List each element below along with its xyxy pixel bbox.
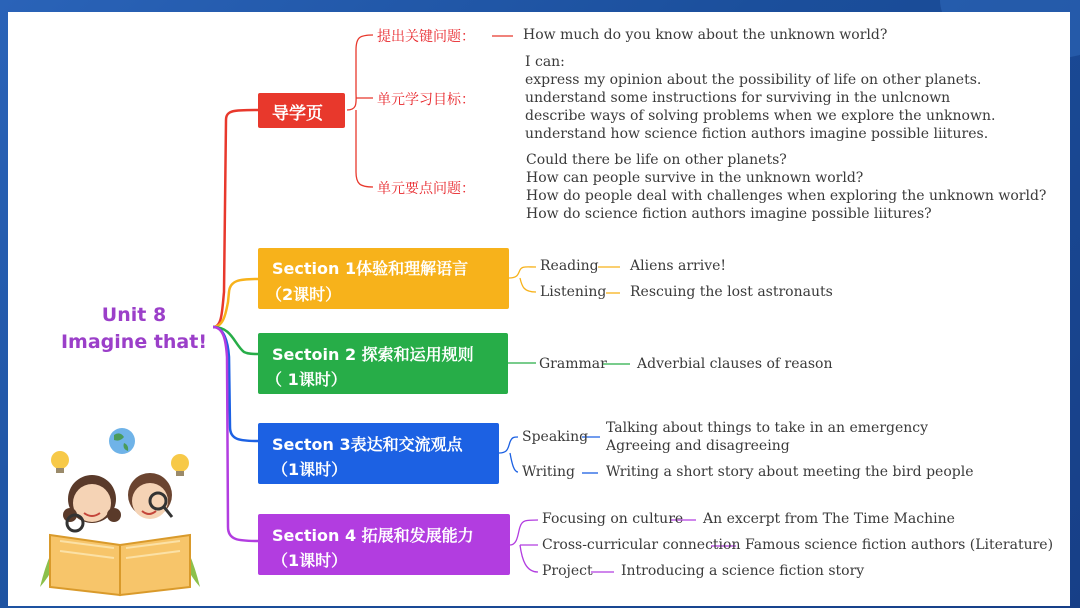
section1-skill: Listening (540, 284, 607, 300)
section1-skill: Reading (540, 258, 599, 274)
main-topic (56, 302, 212, 356)
section4-topic: Introducing a science fiction story (621, 563, 865, 579)
section1-topic: Aliens arrive! (630, 258, 727, 274)
section4-box (258, 514, 510, 575)
globe-icon (109, 428, 135, 454)
section3-skill: Writing (522, 464, 576, 480)
goals-line: express my opinion about the possibility of life on other planets. (525, 72, 982, 88)
section4-skill: Cross-curricular connection (542, 537, 741, 553)
questions-line: How do people deal with challenges when exploring the unknown world? (526, 188, 1047, 204)
section3-skill: Speaking (522, 429, 589, 445)
kids-reading-illustration (30, 427, 210, 597)
section2-title: Sectoin 2 探索和运用规则 (272, 345, 474, 364)
branch-section4 (213, 327, 258, 541)
slide (8, 12, 1070, 606)
questions-label: 单元要点问题： (377, 181, 475, 197)
key-question-text: How much do you know about the unknown world? (523, 27, 888, 43)
lightbulb-icon-right (171, 454, 189, 476)
goals-line: understand some instructions for surviving in the unlcnown (525, 90, 951, 106)
brace-section4 (510, 520, 538, 572)
lightbulb-icon-left (51, 451, 69, 473)
section2-topic: Adverbial clauses of reason (637, 356, 833, 372)
questions-line: Could there be life on other planets? (526, 152, 787, 168)
section2-skill: Grammar (539, 356, 607, 372)
goals-line: understand how science fiction authors imagine possible liitures. (525, 126, 989, 142)
questions-line: How can people survive in the unknown world? (526, 170, 864, 186)
branch-section3 (213, 327, 258, 441)
section4-topic: An excerpt from The Time Machine (703, 511, 955, 527)
questions-line: How do science fiction authors imagine possible liitures? (526, 206, 932, 222)
section3-topic: Agreeing and disagreeing (606, 438, 790, 454)
section4-title: Section 4 拓展和发展能力 (272, 526, 474, 545)
section1-hours: （2课时） (266, 285, 342, 304)
branch-guide (213, 110, 258, 327)
section3-box (258, 423, 499, 484)
section2-box (258, 333, 508, 394)
section2-hours: （ 1课时） (266, 370, 347, 389)
goals-line: describe ways of solving problems when we explore the unknown. (525, 108, 996, 124)
main-topic-line1: Unit 8 (101, 304, 167, 326)
section3-topic: Talking about things to take in an emergency (606, 420, 929, 436)
section3-topic: Writing a short story about meeting the bird people (606, 464, 974, 480)
main-topic-line2: Imagine that! (60, 331, 207, 353)
section3-title: Secton 3表达和交流观点 (272, 435, 463, 454)
goals-line: I can: (525, 54, 565, 70)
section1-title: Section 1体验和理解语言 (272, 259, 469, 278)
section4-skill: Focusing on culture (542, 511, 684, 527)
section4-hours: （1课时） (272, 551, 348, 570)
section4-skill: Project (542, 563, 593, 579)
brace-section1 (509, 267, 536, 292)
section1-box (258, 248, 509, 309)
guide-box (258, 93, 345, 128)
guide-box-label: 导学页 (272, 104, 323, 124)
section4-topic: Famous science fiction authors (Literature) (745, 537, 1054, 553)
section3-hours: （1课时） (272, 460, 348, 479)
goals-label: 单元学习目标： (377, 92, 475, 108)
brace-guide (347, 35, 373, 187)
brace-section3 (499, 437, 518, 472)
section1-topic: Rescuing the lost astronauts (630, 284, 833, 300)
key-question-label: 提出关键问题： (377, 29, 475, 45)
